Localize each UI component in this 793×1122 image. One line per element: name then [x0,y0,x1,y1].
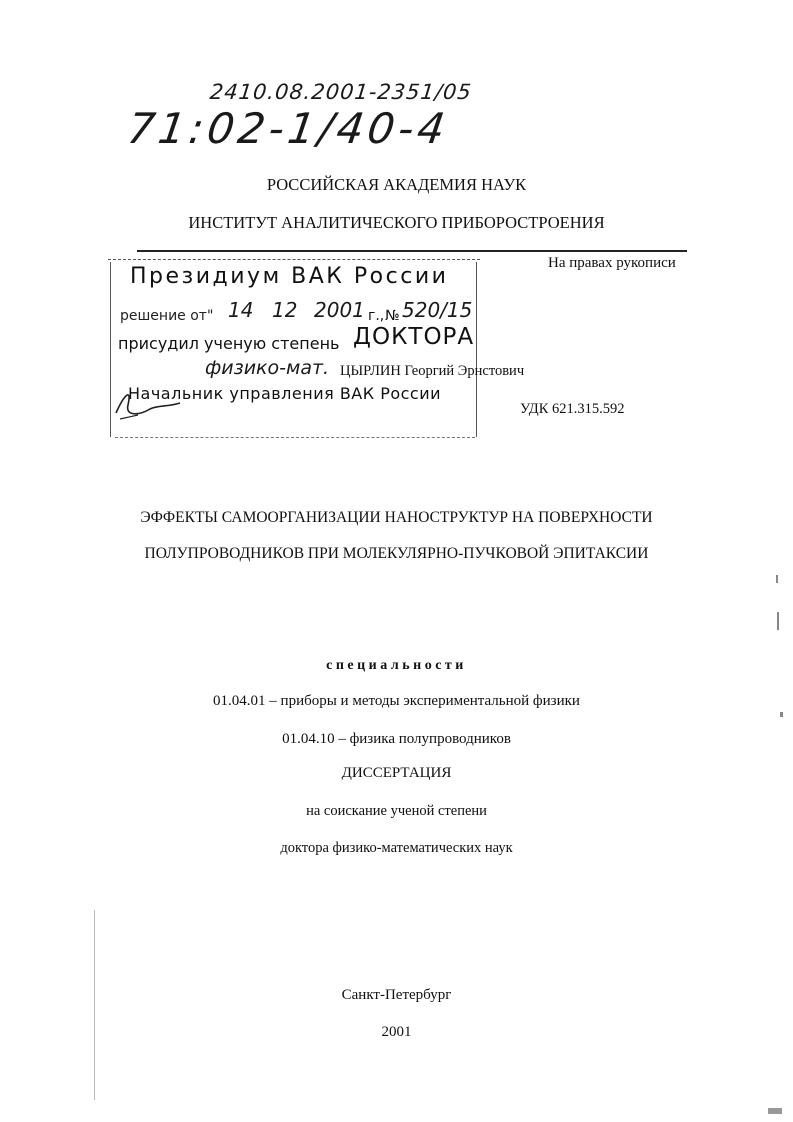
stamp-department: Начальник управления ВАК России [128,384,442,403]
stamp-date-year: 2001 [314,298,365,322]
year: 2001 [381,1024,412,1040]
header-divider [137,250,687,252]
archive-code-handwritten: 2410.08.2001-2351/05 [208,80,474,104]
stamp-year-suffix: г., [368,308,385,324]
stamp-date-month: 12 [272,298,298,322]
library-code-handwritten: 71:02-1/40-4 [124,104,452,153]
signature-icon [110,375,190,425]
stamp-border-bottom [115,437,475,438]
scan-artifact-speck [777,612,779,630]
stamp-decision-label: решение от" [120,308,214,324]
stamp-decision-number: 520/15 [402,298,473,322]
degree-line-1: на соискание ученой степени [306,803,487,819]
stamp-field-handwritten: физико-мат. [205,357,330,379]
stamp-title: Президиум ВАК России [130,264,449,289]
stamp-number-label: № [385,308,400,324]
stamp-border-top [108,259,480,260]
dissertation-label: ДИССЕРТАЦИЯ [341,765,452,781]
stamp-border-right [476,262,477,437]
institute-heading: ИНСТИТУТ АНАЛИТИЧЕСКОГО ПРИБОРОСТРОЕНИЯ [188,213,605,232]
manuscript-rights-note: На правах рукописи [548,255,676,271]
city: Санкт-Петербург [341,987,452,1003]
dissertation-title-line-2: ПОЛУПРОВОДНИКОВ ПРИ МОЛЕКУЛЯРНО-ПУЧКОВОЙ ЭПИТАКСИИ [144,545,649,562]
dissertation-title-line-1: ЭФФЕКТЫ САМООРГАНИЗАЦИИ НАНОСТРУКТУР НА ПОВЕРХНОСТИ [140,509,653,526]
author-name: ЦЫРЛИН Георгий Эрнстович [340,363,525,379]
udk-code: УДК 621.315.592 [520,401,625,417]
specialties-heading: специальности [326,658,467,673]
degree-line-2: доктора физико-математических наук [280,840,513,856]
specialty-item: 01.04.10 – физика полупроводников [282,731,511,747]
scan-artifact-line [94,910,95,1100]
stamp-awarded-text: присудил ученую степень [118,334,340,353]
scan-artifact-speck [780,712,783,717]
specialty-item: 01.04.01 – приборы и методы экспериментальной физики [213,693,580,709]
scan-artifact-speck [776,575,778,583]
stamp-date-day: 14 [228,298,254,322]
stamp-degree: ДОКТОРА [353,324,475,350]
academy-heading: РОССИЙСКАЯ АКАДЕМИЯ НАУК [266,175,527,194]
scan-artifact-speck [768,1108,782,1114]
